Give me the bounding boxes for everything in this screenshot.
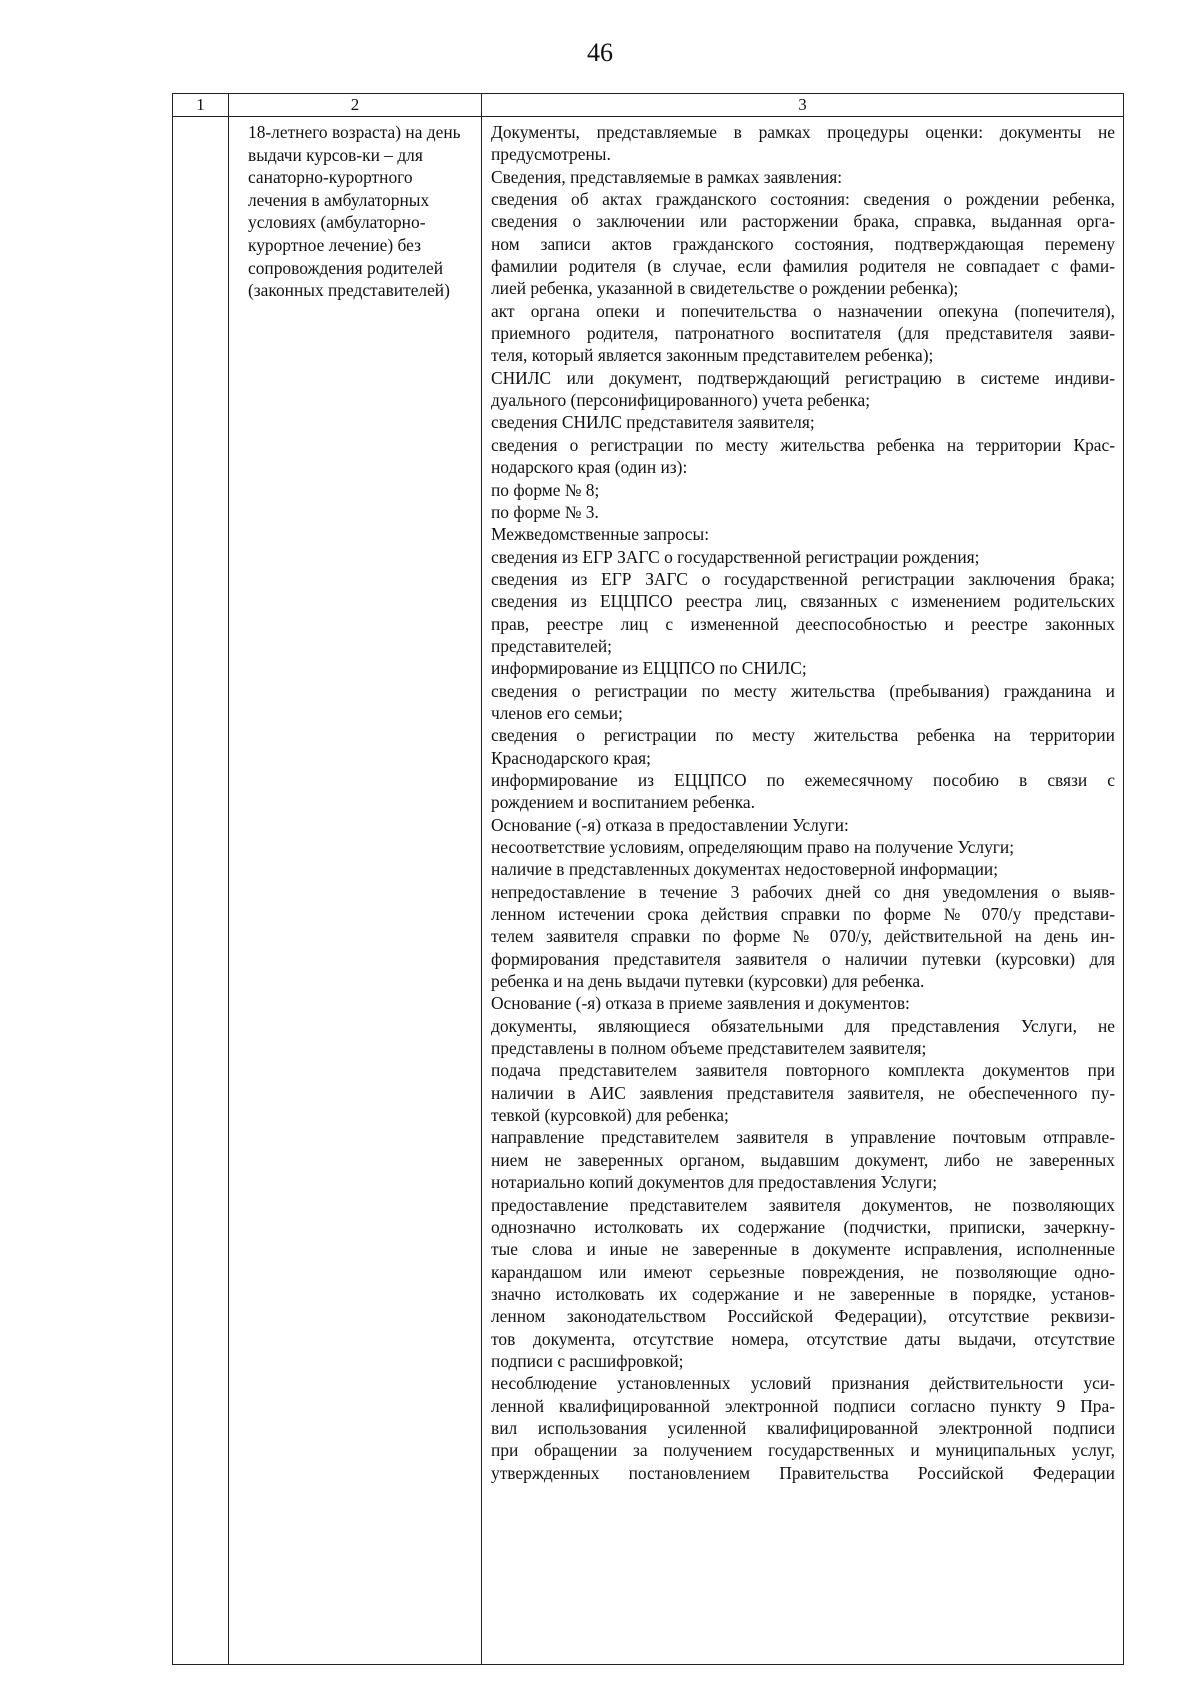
text-line: сведения о регистрации по месту жительства ребенка на территории (491, 725, 1115, 746)
text-line: информирование из ЕЦЦПСО по ежемесячному пособию в связи с (491, 769, 1115, 790)
text-line: сведения из ЕГР ЗАГС о государственной регистрации заключения брака; (491, 568, 1115, 589)
text-line: при обращении за получением государственных и муниципальных услуг, (491, 1440, 1115, 1461)
text-line: подача представителем заявителя повторного комплекта документов при (491, 1060, 1115, 1081)
text-line: ленном законодательством Российской Федерации), отсутствие реквизи- (491, 1306, 1115, 1327)
text-line: несоблюдение установленных условий признания действительности уси- (491, 1373, 1115, 1394)
text-line: фамилии родителя (в случае, если фамилия родителя не совпадает с фами- (491, 256, 1115, 277)
text-line: представлены в полном объеме представителем заявителя; (491, 1038, 927, 1059)
text-line: телем заявителя справки по форме № 070/у, действительной на день ин- (491, 926, 1115, 947)
text-line: тов документа, отсутствие номера, отсутствие даты выдачи, отсутствие (491, 1328, 1115, 1349)
text-line: предоставление представителем заявителя документов, не позволяющих (491, 1194, 1115, 1215)
cell-col-3 (482, 117, 1124, 1665)
column-header-3: 3 (482, 94, 1124, 117)
text-line: рождением и воспитанием ребенка. (491, 792, 755, 813)
text-line: ном записи актов гражданского состояния, подтверждающая перемену (491, 233, 1115, 254)
text-line: нодарского края (один из): (491, 457, 688, 478)
table-row (173, 117, 1124, 1665)
text-line: Краснодарского края; (491, 747, 651, 768)
text-line: дуального (персонифицированного) учета ребенка; (491, 390, 871, 411)
text-line: Сведения, представляемые в рамках заявления: (491, 166, 843, 187)
text-line: сведения о регистрации по месту жительства ребенка на территории Крас- (491, 434, 1115, 455)
table-header-row (173, 94, 1124, 117)
text-line: тые слова и иные не заверенные в документе исправления, исполненные (491, 1239, 1115, 1260)
text-line: сведения из ЕЦЦПСО реестра лиц, связанных с изменением родительских (491, 591, 1115, 612)
text-line: нием не заверенных органом, выдавшим документ, либо не заверенных (491, 1149, 1115, 1170)
text-line: непредоставление в течение 3 рабочих дней со дня уведомления о выяв- (491, 881, 1115, 902)
service-condition-text: 18-летнего возраста) на день выдачи курсов-ки – для санаторно-курортного лечения в амбулаторных условиях (амбулаторно-курортное лечение) без сопровождения родителей (законных представителей) (248, 122, 461, 301)
text-line: лией ребенка, указанной в свидетельстве о рождении ребенка); (491, 278, 959, 299)
page-number: 46 (587, 38, 613, 67)
text-line: приемного родителя, патронатного воспитателя (для представителя заяви- (491, 323, 1115, 344)
documents-and-refusal-grounds (482, 117, 1123, 1484)
text-line: представителей; (491, 635, 612, 656)
text-line: сведения об актах гражданского состояния: сведения о рождении ребенка, (491, 189, 1115, 210)
text-line: наличии в АИС заявления представителя заявителя, не обеспеченного пу- (491, 1082, 1115, 1103)
column-header-2: 2 (229, 94, 482, 117)
text-line: ленном истечении срока действия справки по форме № 070/у представи- (491, 904, 1115, 925)
text-line: карандашом или имеют серьезные повреждения, не позволяющие одно- (491, 1261, 1115, 1282)
text-line: сведения СНИЛС представителя заявителя; (491, 412, 815, 433)
text-line: Основание (-я) отказа в приеме заявления и документов: (491, 993, 910, 1014)
cell-col-2 (229, 117, 482, 1665)
cell-col-1 (173, 117, 229, 1665)
text-line: акт органа опеки и попечительства о назначении опекуна (попечителя), (491, 300, 1115, 321)
text-line: документы, являющиеся обязательными для представления Услуги, не (491, 1015, 1115, 1036)
text-line: подписи с расшифровкой; (491, 1350, 684, 1371)
column-header-1: 1 (173, 94, 229, 117)
text-line: прав, реестре лиц с измененной дееспособностью и реестре законных (491, 613, 1115, 634)
text-line: тевкой (курсовкой) для ребенка; (491, 1105, 729, 1126)
text-line: членов его семьи; (491, 702, 623, 723)
text-line: сведения о регистрации по месту жительства (пребывания) гражданина и (491, 680, 1115, 701)
text-line: Межведомственные запросы: (491, 524, 710, 545)
text-line: СНИЛС или документ, подтверждающий регистрацию в системе индиви- (491, 367, 1115, 388)
text-line: Документы, представляемые в рамках процедуры оценки: документы не (491, 122, 1115, 142)
text-line: несоответствие условиям, определяющим право на получение Услуги; (491, 837, 1015, 857)
text-line: предусмотрены. (491, 144, 611, 165)
text-line: информирование из ЕЦЦПСО по СНИЛС; (491, 658, 807, 679)
text-line: формирования представителя заявителя о наличии путевки (курсовки) для (491, 948, 1115, 969)
text-line: ленной квалифицированной электронной подписи согласно пункту 9 Пра- (491, 1395, 1115, 1416)
text-line: наличие в представленных документах недостоверной информации; (491, 859, 999, 880)
text-line: теля, который является законным представителем ребенка); (491, 345, 934, 366)
text-line: Основание (-я) отказа в предоставлении Услуги: (491, 814, 849, 835)
text-line: однозначно истолковать их содержание (подчистки, приписки, зачеркну- (491, 1216, 1115, 1237)
text-line: ребенка и на день выдачи путевки (курсовки) для ребенка. (491, 971, 925, 992)
document-table (172, 93, 1124, 1665)
text-line: вил использования усиленной квалифицированной электронной подписи (491, 1417, 1115, 1438)
text-line: нотариально копий документов для предоставления Услуги; (491, 1172, 938, 1193)
text-line: по форме № 3. (491, 501, 599, 522)
text-line: утвержденных постановлением Правительства Российской Федерации (491, 1462, 1115, 1483)
text-line: по форме № 8; (491, 479, 600, 500)
text-line: сведения о заключении или расторжении брака, справка, выданная орга- (491, 211, 1115, 232)
text-line: направление представителем заявителя в управление почтовым отправле- (491, 1127, 1115, 1148)
text-line: сведения из ЕГР ЗАГС о государственной регистрации рождения; (491, 546, 980, 567)
text-line: значно истолковать их содержание и не заверенные в порядке, установ- (491, 1283, 1115, 1304)
